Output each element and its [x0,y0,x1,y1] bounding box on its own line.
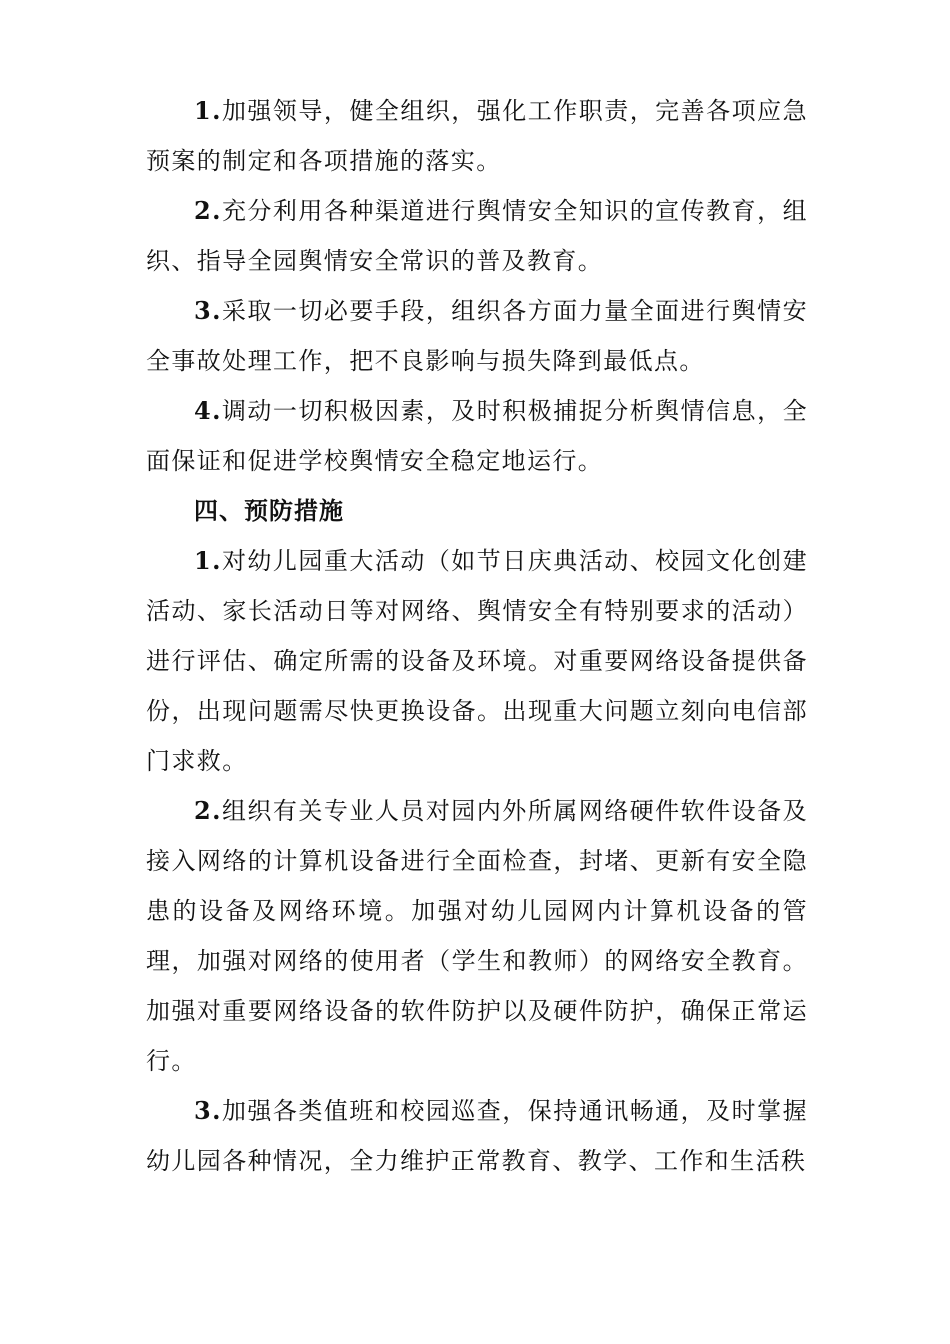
paragraph-text: 加强领导，健全组织，强化工作职责，完善各项应急预案的制定和各项措施的落实。 [146,97,808,175]
item-number: 1. [194,96,222,125]
measure-item-1 [146,536,808,786]
measure-item-3 [146,1086,808,1186]
paragraph-item-3 [146,286,808,386]
paragraph-text: 加强各类值班和校园巡查，保持通讯畅通，及时掌握幼儿园各种情况，全力维护正常教育、教学、工作和生活秩 [146,1097,808,1175]
paragraph-item-1 [146,86,808,186]
paragraph-text: 组织有关专业人员对园内外所属网络硬件软件设备及接入网络的计算机设备进行全面检查，封堵、更新有安全隐患的设备及网络环境。加强对幼儿园网内计算机设备的管理，加强对网络的使用者（学生和教师）的网络安全教育。加强对重要网络设备的软件防护以及硬件防护，确保正常运行。 [146,797,808,1075]
item-number: 1. [194,546,222,575]
paragraph-text: 充分利用各种渠道进行舆情安全知识的宣传教育，组织、指导全园舆情安全常识的普及教育。 [146,197,808,275]
paragraph-text: 调动一切积极因素，及时积极捕捉分析舆情信息，全面保证和促进学校舆情安全稳定地运行。 [146,397,808,475]
item-number: 4. [194,396,222,425]
paragraph-text: 对幼儿园重大活动（如节日庆典活动、校园文化创建活动、家长活动日等对网络、舆情安全有特别要求的活动）进行评估、确定所需的设备及环境。对重要网络设备提供备份，出现问题需尽快更换设备。出现重大问题立刻向电信部门求救。 [146,547,808,775]
measure-item-2 [146,786,808,1086]
item-number: 2. [194,196,222,225]
item-number: 2. [194,796,222,825]
item-number: 3. [194,296,222,325]
item-number: 3. [194,1096,222,1125]
paragraph-item-4 [146,386,808,486]
section-heading: 四、预防措施 [194,497,344,525]
paragraph-item-2 [146,186,808,286]
paragraph-text: 采取一切必要手段，组织各方面力量全面进行舆情安全事故处理工作，把不良影响与损失降到最低点。 [146,297,808,375]
document-body [146,86,808,1186]
